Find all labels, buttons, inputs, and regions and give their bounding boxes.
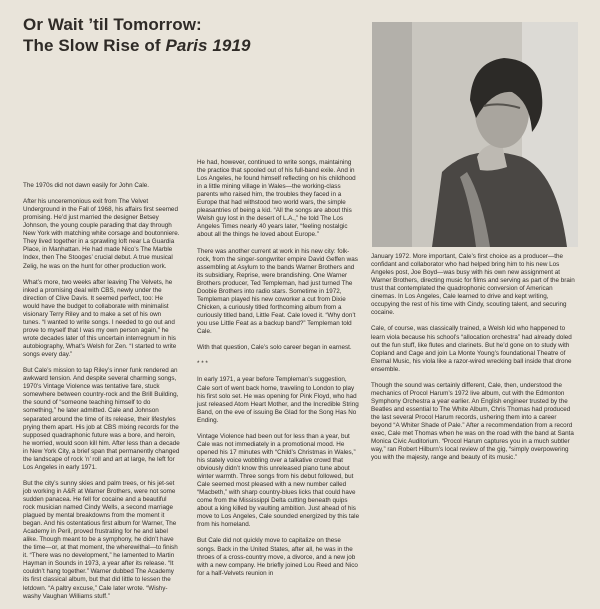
paragraph: With that question, Cale’s solo career began in earnest. [197,344,352,352]
article-column-middle [197,159,360,586]
portrait-photo [372,22,578,247]
article-column-right [371,253,578,470]
title-line-1: Or Wait ’til Tomorrow: [23,15,202,34]
article-title [23,14,363,56]
title-line-2 [23,35,363,56]
article-column-left [23,182,180,609]
paragraph: Cale, of course, was classically trained, a Welsh kid who happened to learn viola because his school’s “allocation orchestra” had already doled out the fun stuff, like flutes and clarinets. But he’d gone on to study with Copland and Cage and join La Monte Young’s foundational Theatre of Eternal Music, his viola like a razor-wired wrecking ball inside that drone ensemble. [371,325,572,373]
paragraph: But Cale’s mission to tap Riley’s inner funk rendered an awkward tension. And despite several charming songs, 1970’s Vintage Violence was tentative fare, stuck somewhere between country-rock and the Brill Building, the sound of “someone teaching himself to do something,” he later admitted. Cale and Johnson separated around the time of its release, their lifestyles prying them apart. His job at CBS mixing records for the supposed quadraphonic future was a bore, and heroin, he worried, would soon kill him. After less than a decade in New York City, a brief span that permanently changed the landscape of rock ’n’ roll and art at large, he left for Los Angeles in early 1971. [23,367,180,471]
paragraph: But the city’s sunny skies and palm trees, or his jet-set job working in A&R at Warner Brothers, were not some sudden panacea. He fell for cocaine and a beautiful rock musician named Cindy Wells, a second marriage plagued by mental breakdowns from the moment it began. And his ostentatious first album for Warner, The Academy in Peril, proved frustrating for he and label alike. Though meant to be a symphony, he didn’t have the time—or, at that moment, the wherewithal—to finish it. “There was no development,” he lamented to Martin Hayman in Sounds in 1973, a year after its release. “It couldn’t hang together.” Warner dubbed The Academy its first classical album, but that did little to lessen the letdown. “A paltry excuse,” Cale later wrote. “Wishy-washy Vaughan Williams stuff.” [23,479,178,600]
paragraph: In early 1971, a year before Templeman’s suggestion, Cale sort of went back home, traveling to London to play his first solo set. He was opening for Pink Floyd, who had just released Atom Heart Mother, and the Incredible String Band, on the eve of issuing Be Glad for the Song Has No Ending. [197,376,359,424]
title-album-name: Paris 1919 [165,36,251,55]
title-line-2-prefix: The Slow Rise of [23,36,166,55]
section-break: * * * [197,360,208,368]
paragraph: There was another current at work in his new city: folk-rock, from the singer-songwriter empire David Geffen was assembling at Asylum to the bands Warner Brothers and its subsidiary, Reprise, were brandishing. One Warner Brothers producer, Ted Templeman, had just turned The Doobie Brothers into radio stars. Sometime in 1972, Templeman played his new coworker a cut from Dixie Chicken, a curiously titled forthcoming album from a curiously titled band, Little Feat. Cale loved it. “Why don’t you use Little Feat as a backup band?” Templeman told Cale. [197,247,358,336]
paragraph: Vintage Violence had been out for less than a year, but Cale was not immediately in a promotional mood. He opened his 17 minutes with “Child’s Christmas in Wales,” his stately voice wobbling over a talkative crowd that obviously didn’t know this unreleased piano tune about winter warmth. Three songs from his debut followed, but Cale seemed most pleased with a new number called “Macbeth,” with sharp country-blues licks that could have come from the Mississippi Delta cutting beneath quips about a king killed by vaulting ambition. Just ahead of his move to Los Angeles, Cale sounded energized by this tale from his homeland. [197,432,360,529]
paragraph: After his unceremonious exit from The Velvet Underground in the Fall of 1968, his affairs first seemed promising. He’d just married the designer Betsey Johnson, the young couple parading that day through New York with matching white corsage and boutonniere. They lived together in a sprawling loft near La Guardia Place, in Manhattan. He had made Nico’s The Marble Index, then The Stooges’ crucial debut. A true musical Zelig, he was on the hunt for other production work. [23,198,180,270]
paragraph: What’s more, two weeks after leaving The Velvets, he inked a promising deal with CBS, newly under the direction of Clive Davis. It seemed perfect, too: He would have the budget to collaborate with minimalist visionary Terry Riley and to make a set of his own tunes. “I wanted to write songs. I needed to go out and prove to myself that I was my own person again,” he wrote decades later of this uncertain interregnum in his autobiography, What’s Welsh for Zen. “I started to write songs every day.” [23,278,177,359]
paragraph: He had, however, continued to write songs, maintaining the practice that spooled out of his full-band exile. And in Los Angeles, he found himself reflecting on his childhood in a little mining village in Wales—the working-class parents who raised him, the troubles they faced in a Europe that had withstood two world wars, the simple pleasantries of being a kid. “All the songs are about this Welsh guy lost in the desert of L.A.,” he told The Los Angeles Times nearly 40 years later, “feeling nostalgic about all the things he loved about Europe.” [197,159,356,239]
paragraph: The 1970s did not dawn easily for John Cale. [23,182,150,189]
paragraph: Though the sound was certainly different, Cale, then, understood the mechanics of Procol Harum’s 1972 live album, cut with the Edmonton Symphony Orchestra a year earlier. An English engineer trusted by the Beatles and essential to The White Album, Chris Thomas had produced the last several Procol Harum records, ushering them into a career beyond “A Whiter Shade of Pale.” After a recommendation from a record exec, Cale met Thomas when he was on the road with the band at Santa Monica Civic Auditorium. “Procol Harum captures you in a much subtler way,” ran Robert Hilburn’s local review of the gig, “simply overpowering you with the majesty, range and beauty of its music.” [371,381,574,462]
paragraph: January 1972. More important, Cale’s first choice as a producer—the confidant and collaborator who had helped bring him to his new Los Angeles post, Joe Boyd—was busy with his own new assignment at Warner Brothers, directing music for films and serving as part of the brain trust that contemplated the quadrophonic conversion of American cinemas. In Los Angeles, Cale learned to drive and kept writing, occupying the rest of his time with Cindy, scouting talent, and securing cocaine. [371,253,575,317]
portrait-illustration [372,22,578,247]
paragraph: But Cale did not quickly move to capitalize on these songs. Back in the United States, after all, he was in the throes of a cross-country move, a divorce, and a new job with a new company. He briefly joined Lou Reed and Nico for a half-Velvets reunion in [197,537,358,577]
